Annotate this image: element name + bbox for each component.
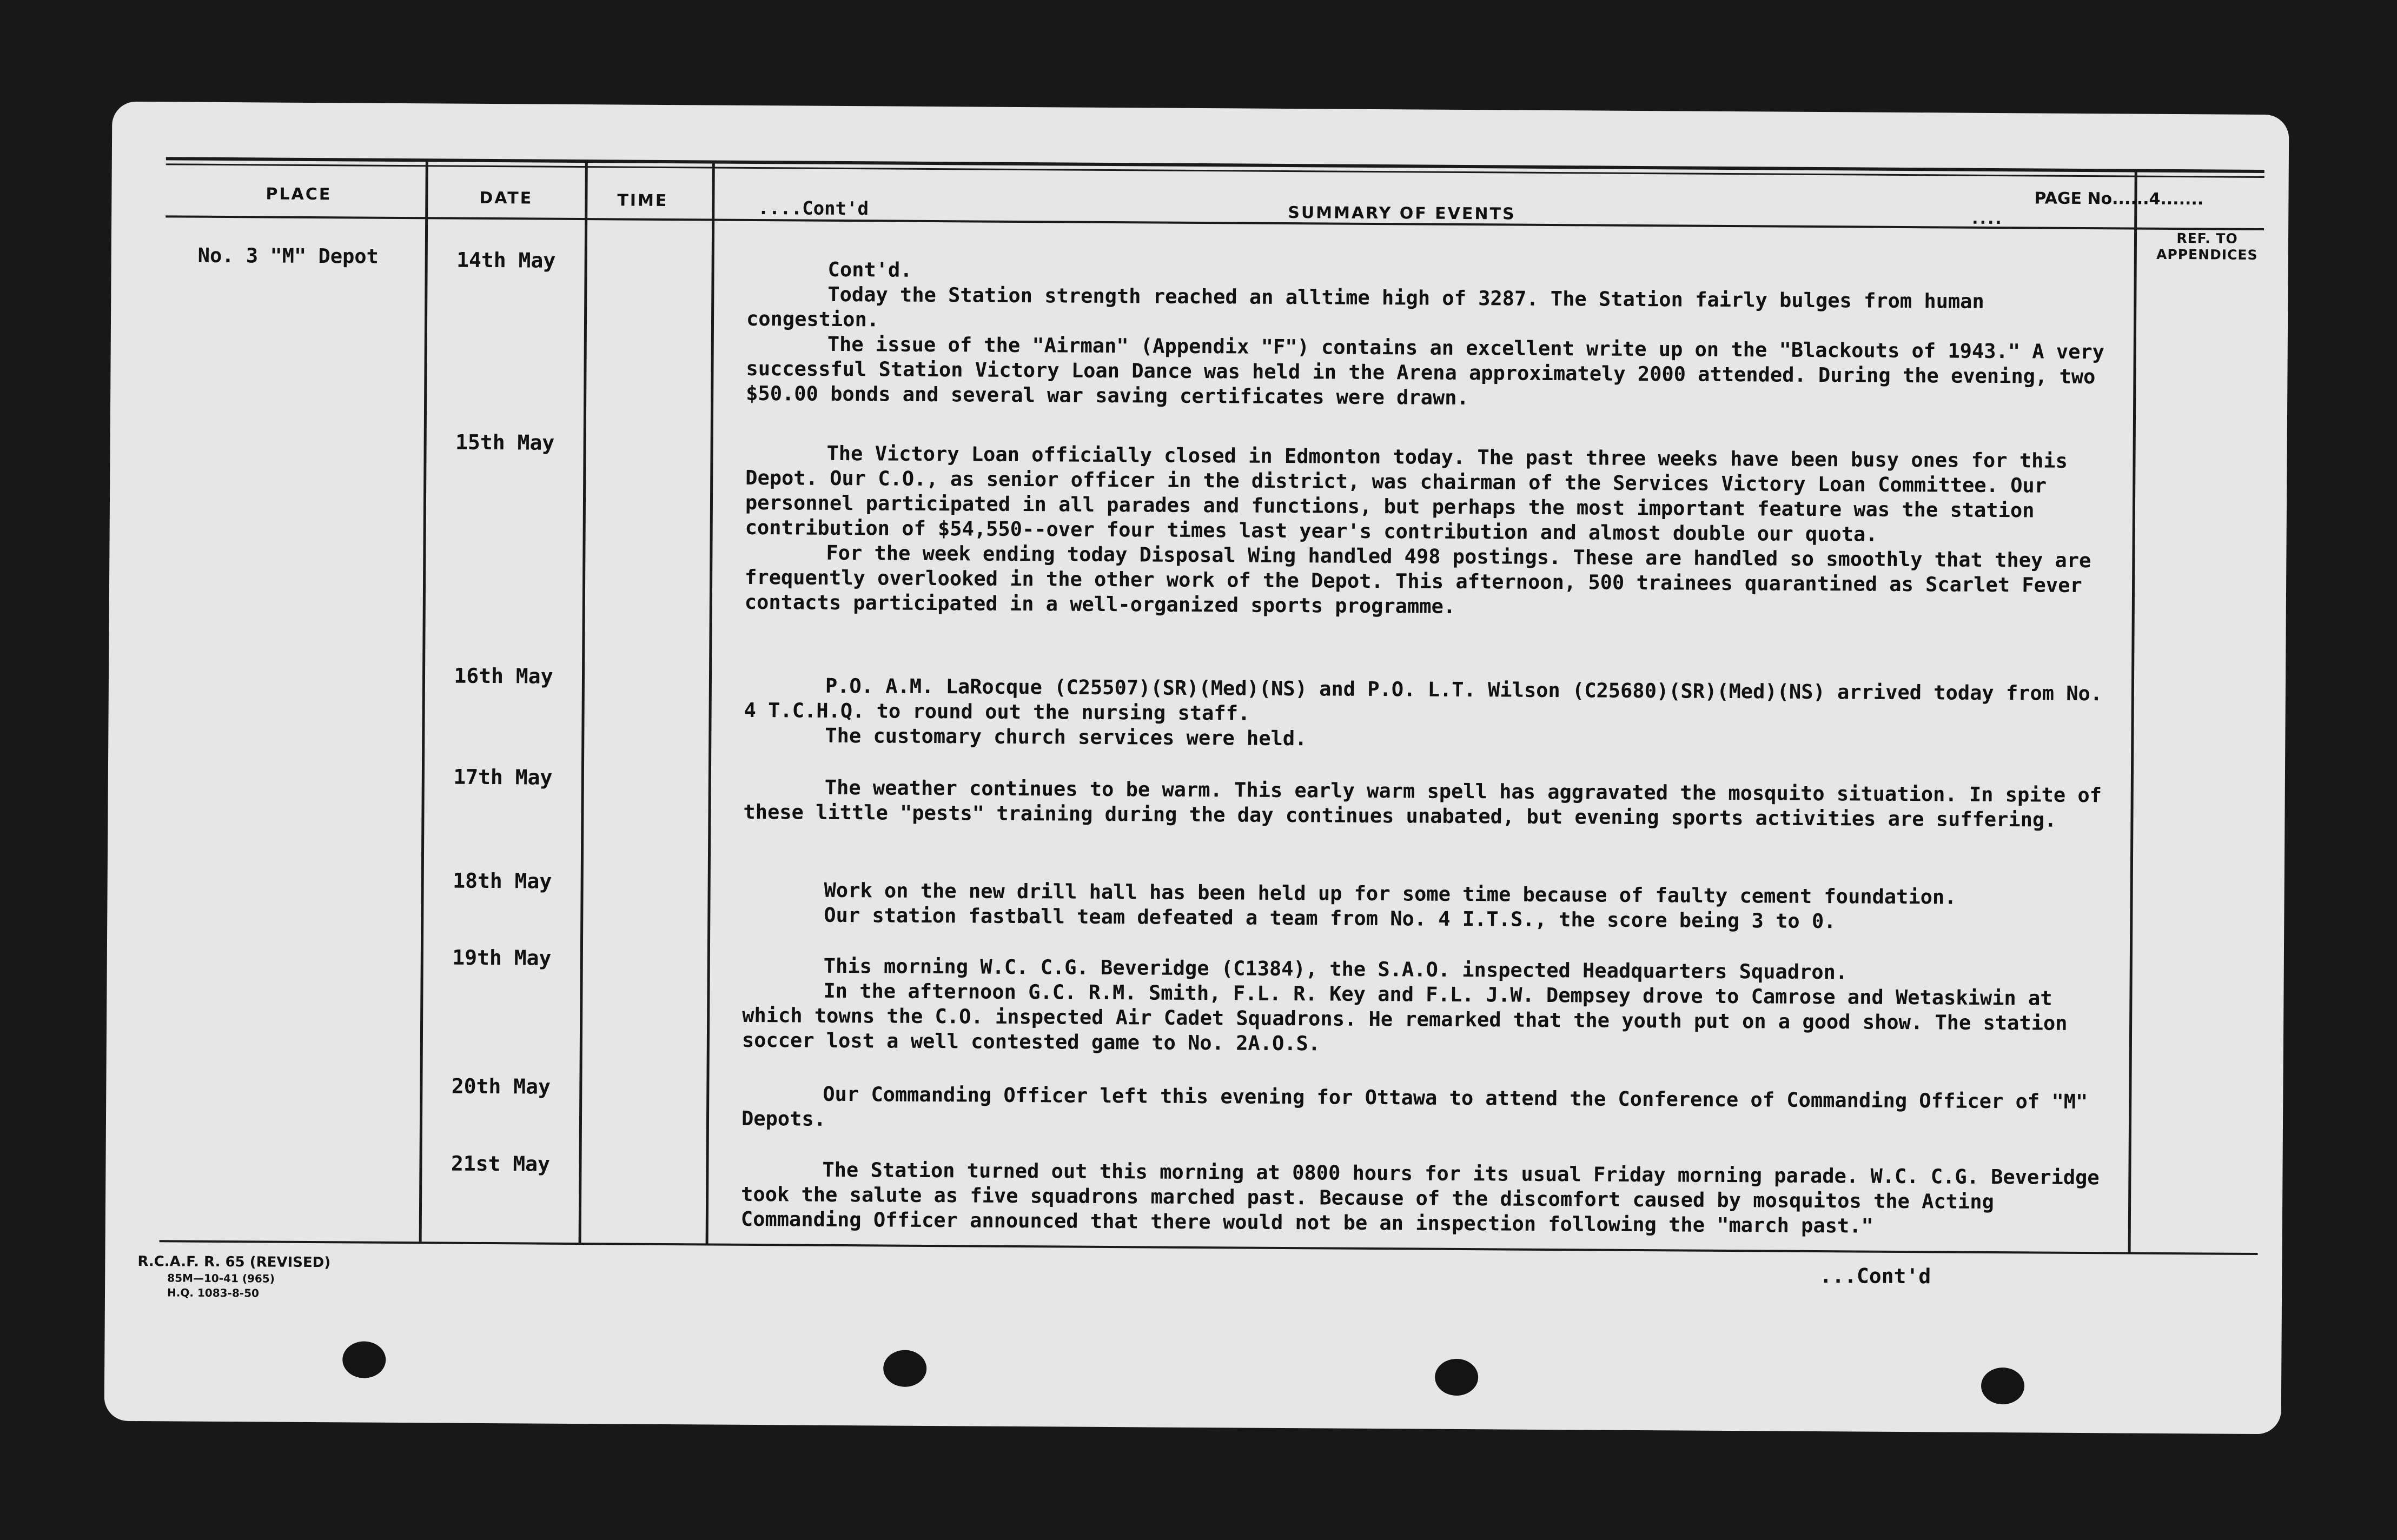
entry-21-may: [741, 1157, 2110, 1240]
column-divider-ref: [2128, 171, 2137, 1252]
entry-paragraph: The Station turned out this morning at 0800 hours for its usual Friday morning parade. W.C. C.G. Beveridge took the salute as five squadrons marched past. Because of the discomfort caused by mosquitos the Acting Commanding Officer announced that there would not be an inspection following the "march past.": [740, 1158, 2100, 1238]
date-16-may: 16th May: [454, 663, 553, 688]
diary-page: [104, 102, 2289, 1435]
entry-paragraph: For the week ending today Disposal Wing handled 498 postings. These are handled so smoothly that they are frequently overlooked in the other work of the Depot. This afternoon, 500 trainees quarantined as Scarlet Fever contacts participated in a well-organized sports programme.: [744, 541, 2091, 618]
entry-14-may: [746, 257, 2115, 414]
header-rule: [165, 215, 2264, 230]
column-divider-date: [579, 161, 588, 1243]
entry-18-may: [743, 878, 2111, 935]
entry-paragraph: Our station fastball team defeated a team from No. 4 I.T.S., the score being 3 to 0.: [824, 903, 1836, 933]
header-ref-appendices: REF. TO APPENDICES: [2156, 230, 2258, 263]
date-19-may: 19th May: [452, 945, 552, 970]
entry-paragraph: Today the Station strength reached an alltime high of 3287. The Station fairly bulges from human congestion.: [746, 282, 1984, 331]
header-summary: SUMMARY OF EVENTS: [1288, 203, 1516, 224]
date-21-may: 21st May: [451, 1151, 551, 1176]
form-print-code: 85M—10-41 (965): [167, 1271, 275, 1285]
form-number: R.C.A.F. R. 65 (REVISED): [137, 1253, 331, 1271]
punch-hole: [1981, 1368, 2024, 1404]
entry-19-may: [742, 953, 2111, 1061]
footer-contd: ...Cont'd: [1819, 1264, 1931, 1289]
date-14-may: 14th May: [456, 248, 556, 273]
entry-paragraph: The weather continues to be warm. This early warm spell has aggravated the mosquito situation. In spite of these little "pests" training during the day continues unabated, but evening sports activities are suffering.: [743, 775, 2102, 832]
date-20-may: 20th May: [451, 1074, 551, 1099]
header-time: TIME: [617, 191, 668, 211]
column-divider-time: [706, 162, 715, 1244]
punch-hole: [1435, 1359, 1478, 1396]
entry-15-may: [745, 441, 2114, 623]
header-place: PLACE: [266, 184, 332, 204]
page-number: PAGE No......4.......: [2034, 189, 2204, 209]
date-17-may: 17th May: [453, 765, 553, 789]
entry-17-may: [743, 775, 2112, 833]
punch-hole: [342, 1341, 386, 1378]
date-15-may: 15th May: [455, 430, 555, 455]
entry-paragraph: This morning W.C. C.G. Beveridge (C1384), the S.A.O. inspected Headquarters Squadron.: [823, 954, 1848, 984]
form-hq-code: H.Q. 1083-8-50: [167, 1286, 260, 1300]
header-date: DATE: [479, 188, 533, 208]
entry-paragraph: Our Commanding Officer left this evening for Ottawa to attend the Conference of Commanding Officer of "M" Depots.: [741, 1082, 2088, 1131]
header-dots: ....: [1972, 209, 2003, 229]
footer-rule: [160, 1240, 2258, 1255]
entry-paragraph: In the afternoon G.C. R.M. Smith, F.L. R. Key and F.L. J.W. Dempsey drove to Camrose and Wetaskiwin at which towns the C.O. inspected Air Cadet Squadrons. He remarked that the youth put on a good show. The station soccer lost a well contested game to No. 2A.O.S.: [741, 979, 2068, 1056]
date-18-may: 18th May: [453, 868, 552, 893]
entry-16-may: [744, 673, 2113, 756]
entry-20-may: [741, 1081, 2110, 1139]
entry-paragraph: The customary church services were held.: [825, 723, 1307, 751]
entry-paragraph: The Victory Loan officially closed in Edmonton today. The past three weeks have been busy ones for this Depot. Our C.O., as senior officer in the district, was chairman of the Services Victory Loan Committee. Our personnel participated in all parades and functions, but perhaps the most important feature was the station contribution of $54,550--over four times last year's contribution and almost double our quota.: [745, 441, 2068, 546]
entry-paragraph: Cont'd.: [827, 257, 912, 282]
entry-paragraph: Work on the new drill hall has been held up for some time because of faulty cement foundation.: [824, 878, 1957, 909]
entry-paragraph: P.O. A.M. LaRocque (C25507)(SR)(Med)(NS) and P.O. L.T. Wilson (C25680)(SR)(Med)(NS) arrived today from No. 4 T.C.H.Q. to round out the nursing staff.: [744, 674, 2103, 725]
place-entry: No. 3 "M" Depot: [197, 243, 379, 268]
punch-hole: [883, 1350, 926, 1386]
entry-paragraph: The issue of the "Airman" (Appendix "F") contains an excellent write up on the "Blackouts of 1943." A very successful Station Victory Loan Dance was held in the Arena approximately 2000 attended. During the evening, two $50.00 bonds and several war saving certificates were drawn.: [746, 332, 2105, 410]
header-contd: ....Cont'd: [758, 197, 869, 220]
